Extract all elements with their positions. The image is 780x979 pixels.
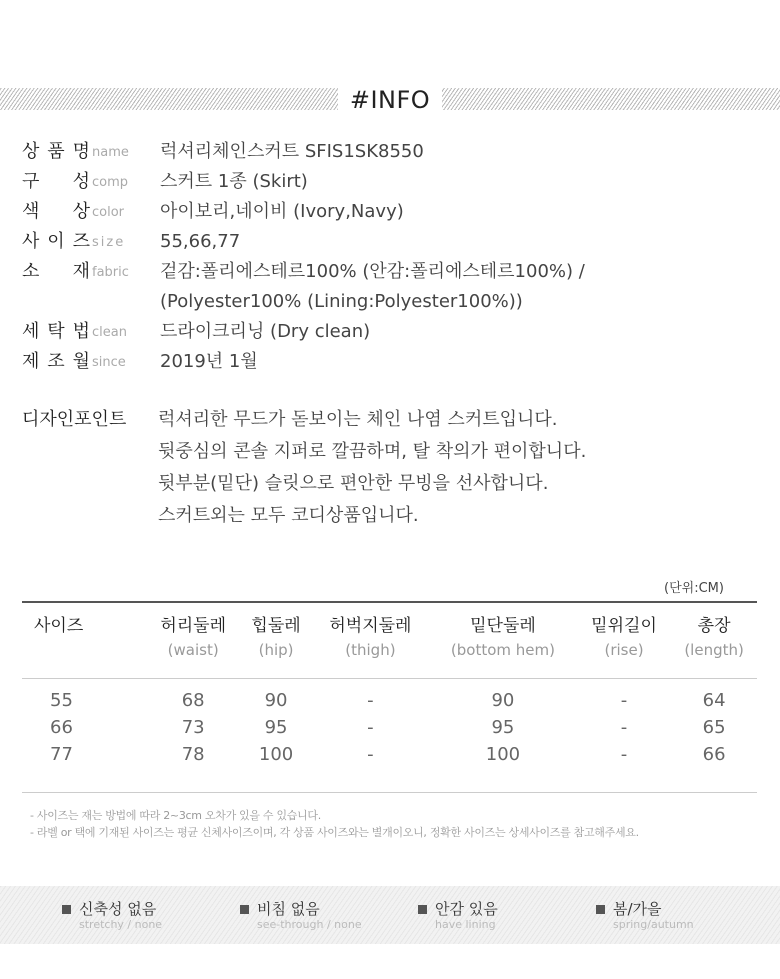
- table-cell: -: [620, 744, 628, 765]
- square-bullet-icon: [240, 905, 249, 914]
- column-header: 사이즈: [22, 602, 146, 640]
- spec-sub-label: name: [92, 145, 129, 160]
- table-row: [22, 741, 757, 768]
- table-row: [22, 687, 757, 714]
- table-cell: 64: [702, 690, 726, 711]
- spec-row-comp: [22, 168, 762, 198]
- column-header-en: (bottom hem): [450, 641, 555, 659]
- table-cell: 78: [181, 744, 205, 765]
- table-cell: 66: [702, 744, 726, 765]
- table-cell: 100: [485, 744, 521, 765]
- table-cell: 100: [258, 744, 294, 765]
- spec-label: 세 탁 법: [22, 321, 90, 342]
- table-cell: 66: [50, 717, 73, 738]
- spec-value: 2019년 1월: [160, 351, 258, 372]
- info-title: #INFO: [338, 86, 442, 114]
- spec-value: 럭셔리체인스커트 SFIS1SK8550: [160, 141, 424, 162]
- unit-label: (단위:CM): [664, 581, 724, 596]
- table-cell: -: [367, 717, 374, 738]
- design-point: [22, 404, 762, 532]
- feature-bar: [0, 886, 780, 944]
- table-cell: 55: [50, 690, 73, 711]
- spec-sub-label: color: [92, 205, 125, 220]
- table-cell: -: [620, 717, 628, 738]
- size-table-header-en: [22, 640, 757, 670]
- table-cell: 68: [181, 690, 205, 711]
- spec-row-color: [22, 198, 762, 228]
- column-header-en: (hip): [258, 641, 294, 659]
- feature-label: 안감 있음: [435, 900, 498, 918]
- feature-sub-label: have lining: [435, 918, 496, 931]
- column-header: 힙둘레: [240, 602, 311, 640]
- spec-value-2: (Polyester100% (Lining:Polyester100%)): [160, 291, 523, 312]
- spec-row-fabric: [22, 258, 762, 318]
- feature-see-through: [240, 900, 362, 931]
- note-line: - 라벨 or 택에 기재된 사이즈는 평균 신체사이즈이며, 각 상품 사이즈와는 별개이오니, 정확한 사이즈는 상세사이즈를 참고해주세요.: [30, 826, 639, 839]
- spec-label: 색 상: [22, 201, 90, 222]
- size-notes: [30, 807, 639, 841]
- spec-value: 스커트 1종 (Skirt): [160, 171, 308, 192]
- design-point-lines: [158, 404, 586, 532]
- spec-sub-label: fabric: [92, 265, 129, 280]
- column-header-en: (thigh): [345, 641, 396, 659]
- column-header-en: [22, 640, 146, 670]
- table-cell: 65: [702, 717, 726, 738]
- spec-value: 드라이크리닝 (Dry clean): [160, 321, 371, 342]
- column-header: 허리둘레: [146, 602, 240, 640]
- spec-row-size: [22, 228, 762, 258]
- design-point-line: 뒷중심의 콘솔 지퍼로 깔끔하며, 탈 착의가 편이합니다.: [158, 441, 587, 462]
- column-header-en: (length): [684, 641, 744, 659]
- column-header-en: (rise): [604, 641, 644, 659]
- design-point-line: 뒷부분(밑단) 슬릿으로 편안한 무빙을 선사합니다.: [158, 473, 549, 494]
- column-header-en: (waist): [167, 641, 219, 659]
- spec-value: 겉감:폴리에스테르100% (안감:폴리에스테르100%) /: [160, 261, 585, 282]
- table-cell: -: [620, 690, 628, 711]
- spec-label: 제 조 월: [22, 351, 90, 372]
- spec-value: 55,66,77: [160, 231, 241, 252]
- spec-label: 상 품 명: [22, 141, 90, 162]
- square-bullet-icon: [596, 905, 605, 914]
- spec-row-clean: [22, 318, 762, 348]
- table-cell: 95: [491, 717, 515, 738]
- spec-label: 소 재: [22, 261, 90, 282]
- spec-row-since: [22, 348, 762, 378]
- table-cell: -: [367, 690, 374, 711]
- table-cell: -: [367, 744, 374, 765]
- feature-stretch: [62, 900, 162, 931]
- note-line: - 사이즈는 재는 방법에 따라 2~3cm 오차가 있을 수 있습니다.: [30, 809, 321, 822]
- column-header: 허벅지둘레: [312, 602, 429, 640]
- feature-sub-label: stretchy / none: [79, 918, 163, 931]
- spec-sub-label: comp: [92, 175, 129, 190]
- spec-value: 아이보리,네이비 (Ivory,Navy): [160, 201, 404, 222]
- feature-label: 신축성 없음: [79, 900, 157, 918]
- spec-list: [22, 138, 762, 378]
- square-bullet-icon: [418, 905, 427, 914]
- design-point-label: 디자인포인트: [22, 409, 127, 430]
- design-point-line: 럭셔리한 무드가 돋보이는 체인 나염 스커트입니다.: [158, 409, 558, 430]
- spec-row-name: [22, 138, 762, 168]
- table-cell: 73: [181, 717, 205, 738]
- size-table: [22, 601, 757, 793]
- table-cell: 90: [264, 690, 288, 711]
- square-bullet-icon: [62, 905, 71, 914]
- spec-sub-label: size: [92, 235, 126, 250]
- spec-label: 구 성: [22, 171, 90, 192]
- spec-label: 사 이 즈: [22, 231, 90, 252]
- table-cell: 95: [264, 717, 288, 738]
- size-table-header: [22, 602, 757, 640]
- feature-label: 비침 없음: [257, 900, 320, 918]
- feature-lining: [418, 900, 498, 931]
- table-row: [22, 714, 757, 741]
- design-point-line: 스커트외는 모두 코디상품입니다.: [158, 505, 419, 526]
- table-cell: 77: [50, 744, 73, 765]
- feature-label: 봄/가을: [613, 900, 662, 918]
- column-header: 밑단둘레: [429, 602, 577, 640]
- feature-season: [596, 900, 694, 931]
- feature-sub-label: spring/autumn: [613, 918, 694, 931]
- column-header: 총장: [671, 602, 757, 640]
- spec-sub-label: clean: [92, 325, 127, 340]
- spec-sub-label: since: [92, 355, 126, 370]
- column-header: 밑위길이: [577, 602, 671, 640]
- feature-sub-label: see-through / none: [257, 918, 362, 931]
- table-cell: 90: [491, 690, 515, 711]
